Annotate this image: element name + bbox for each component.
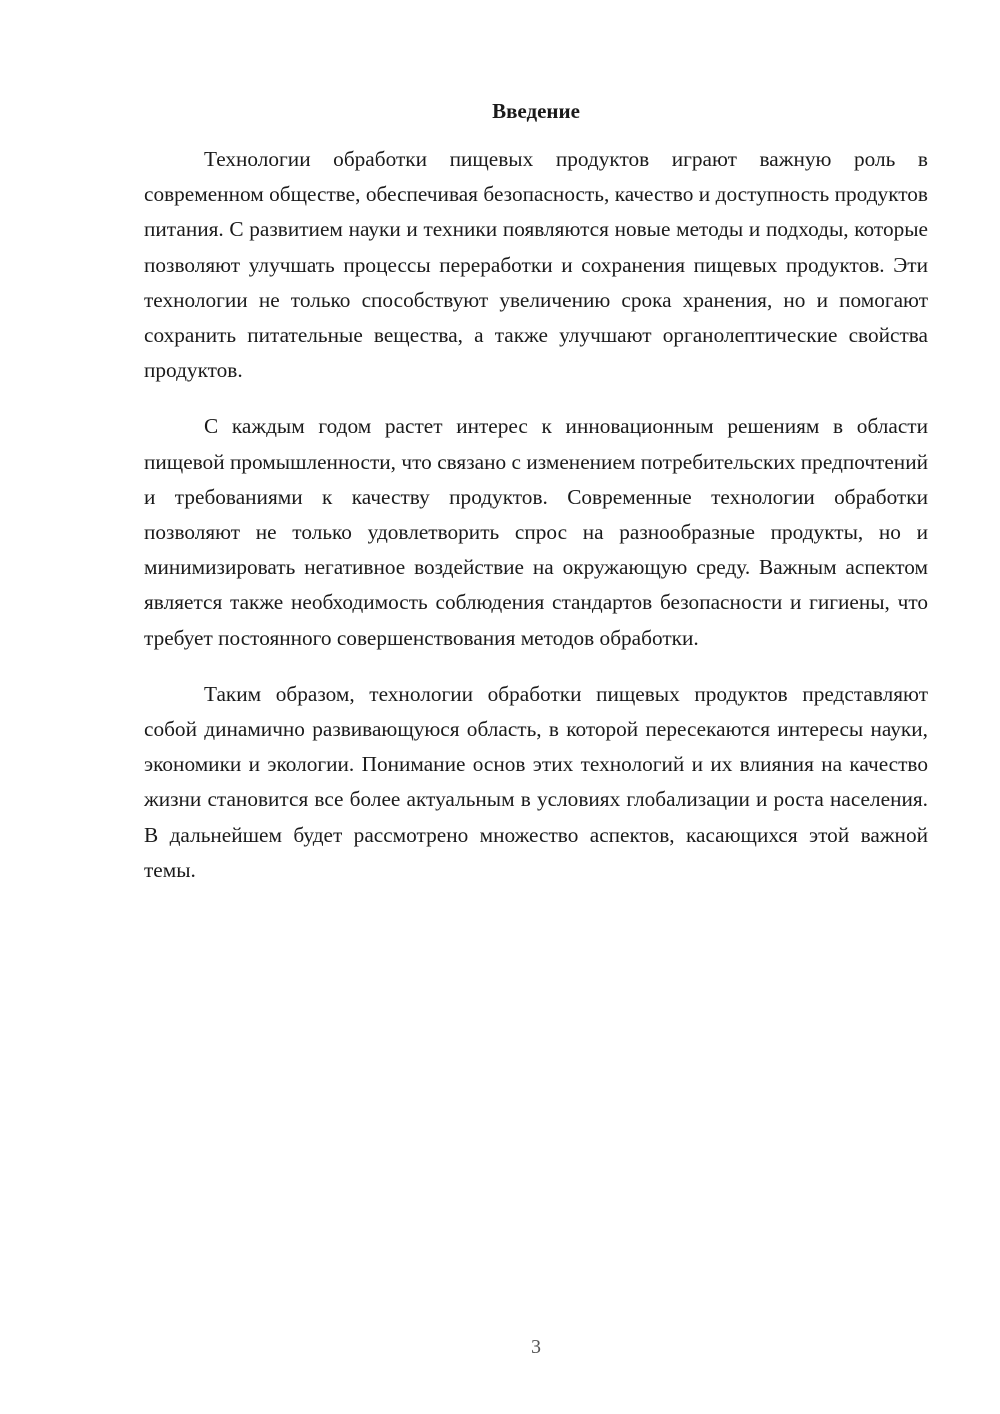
page-number: 3: [531, 1336, 541, 1358]
paragraph-2: С каждым годом растет интерес к инновационным решениям в области пищевой промышленности, что связано с изменением потребительских предпочтений и требованиями к качеству продуктов. Современные технологии обработки позволяют не только удовлетворить спрос на разнообразные продукты, но и минимизировать негативное воздействие на окружающую среду. Важным аспектом является также необходимость соблюдения стандартов безопасности и гигиены, что требует постоянного совершенствования методов обработки.: [144, 414, 928, 650]
section-title: Введение: [492, 99, 580, 123]
paragraph-3: Таким образом, технологии обработки пищевых продуктов представляют собой динамично развивающуюся область, в которой пересекаются интересы науки, экономики и экологии. Понимание основ этих технологий и их влияния на качество жизни становится все более актуальным в условиях глобализации и роста населения. В дальнейшем будет рассмотрено множество аспектов, касающихся этой важной темы.: [144, 681, 928, 882]
paragraph-1: Технологии обработки пищевых продуктов играют важную роль в современном обществе, обеспечивая безопасность, качество и доступность продуктов питания. С развитием науки и техники появляются новые методы и подходы, которые позволяют улучшать процессы переработки и сохранения пищевых продуктов. Эти технологии не только способствуют увеличению срока хранения, но и помогают сохранить питательные вещества, а также улучшают органолептические свойства продуктов.: [144, 147, 928, 383]
body-text: [144, 142, 928, 888]
